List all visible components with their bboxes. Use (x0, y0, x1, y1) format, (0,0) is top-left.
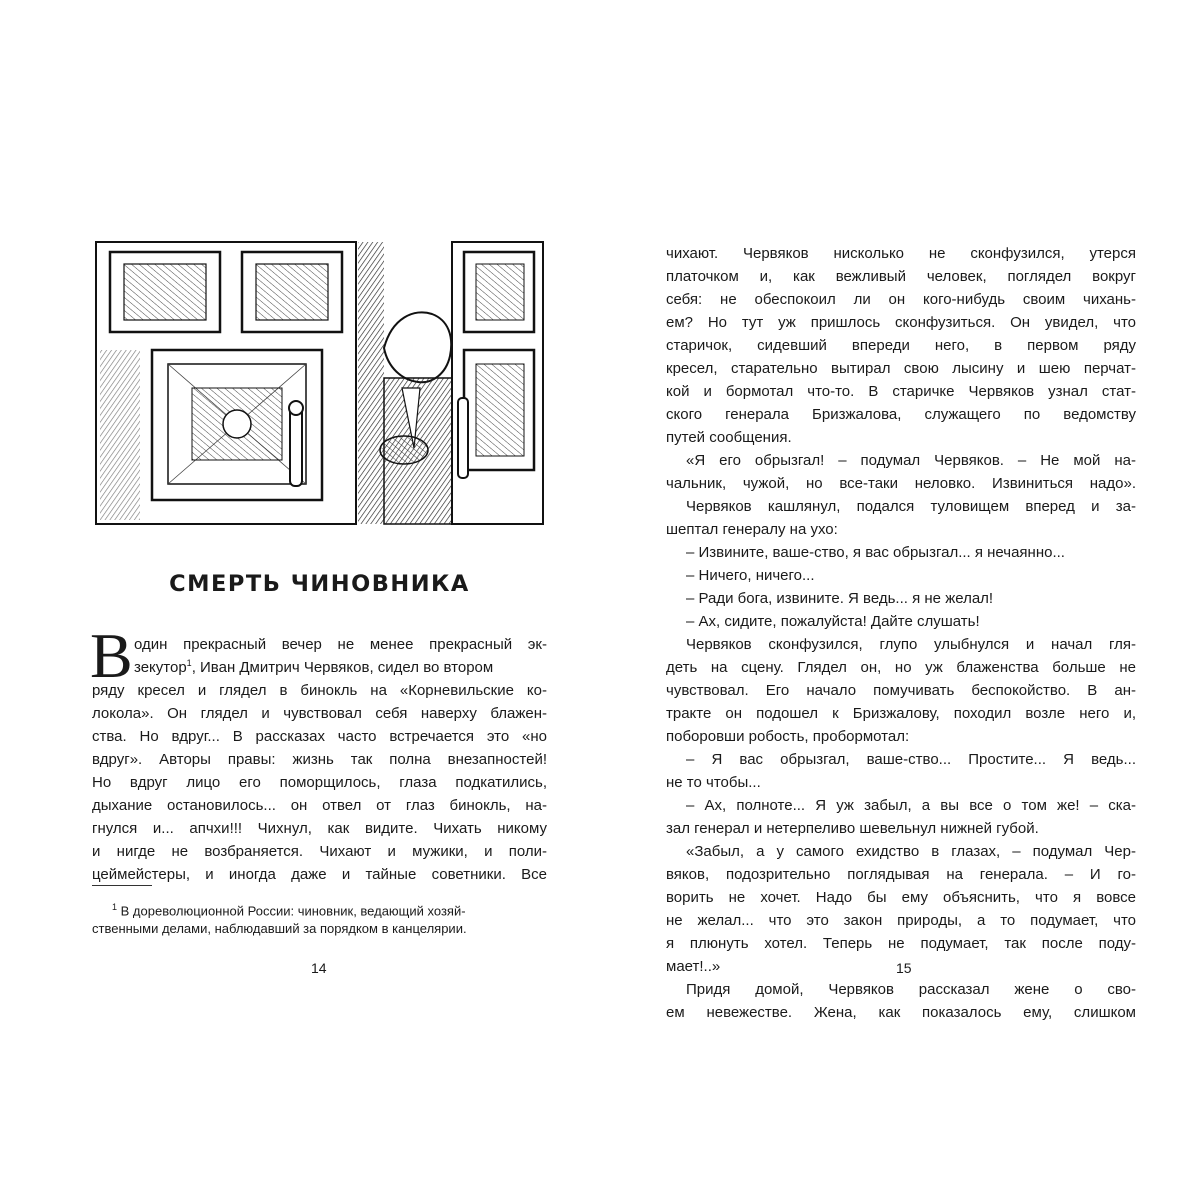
text-line: тракте он подошел к Бризжалову, походил возле него и, (666, 705, 1136, 722)
text-line: дыхание остановилось... он отвел от глаз бинокль, на- (92, 797, 547, 814)
text-line: вяков, подозрительно поглядывая на генерала. – И го- (666, 866, 1136, 883)
right-page-body-text (666, 242, 1136, 1024)
text-line: путей сообщения. (666, 429, 792, 446)
official-peeking-door-drawing (92, 238, 547, 528)
text-line: – Ничего, ничего... (686, 567, 815, 584)
footnote-reference: 1 (186, 658, 192, 668)
text-line: «Забыл, а у самого ехидство в глазах, – подумал Чер- (686, 843, 1136, 860)
text-line: «Я его обрызгал! – подумал Червяков. – Не мой на- (686, 452, 1136, 469)
text-line: и нигде не возбраняется. Чихают и мужики, и поли- (92, 843, 547, 860)
text-line: поборовши робость, пробормотал: (666, 728, 910, 745)
text-line: – Я вас обрызгал, ваше-ство... Простите... Я ведь... (686, 751, 1136, 768)
text-line: цеймейстеры, и иногда даже и тайные советники. Все (92, 866, 547, 883)
footnote-marker: 1 (112, 902, 118, 912)
text-line: Червяков кашлянул, подался туловищем вперед и за- (686, 498, 1136, 515)
text-line: зекутор$^1$, Иван Дмитрич Червяков, сидел во втором (134, 658, 494, 676)
text-line: не то чтобы... (666, 774, 761, 791)
text-line: ем? Но тут уж пришлось сконфузиться. Он увидел, что (666, 314, 1136, 331)
text-line: гнулся и... апчхи!!! Чихнул, как видите. Чихать никому (92, 820, 547, 837)
text-line: кресел, старательно вытирал свою лысину и шею перчат- (666, 360, 1136, 377)
text-line: ского генерала Бризжалова, служащего по ведомству (666, 406, 1136, 423)
page-number-left: 14 (311, 960, 327, 976)
text-line: – Извините, ваше-ство, я вас обрызгал... я нечаянно... (686, 544, 1065, 561)
text-line: мает!..» (666, 958, 721, 975)
story-title: СМЕРТЬ ЧИНОВНИКА (169, 571, 470, 597)
text-line: не желал... что это закон природы, а то подумает, что (666, 912, 1136, 929)
text-line: локола». Он глядел и чувствовал себя наверху блажен- (92, 705, 547, 722)
drop-cap-letter: В (90, 620, 133, 691)
footnote-divider (92, 885, 152, 886)
left-page-body-text (90, 620, 547, 886)
text-line: Но вдруг лицо его поморщилось, глаза подкатились, (92, 774, 547, 791)
text-line: старичок, сидевший впереди него, в первом ряду (666, 337, 1136, 354)
text-line: вдруг». Авторы правы: жизнь так полна внезапностей! (92, 751, 547, 768)
text-line: ряду кресел и глядел в бинокль на «Корневильские ко- (92, 682, 547, 699)
text-line: – Ах, сидите, пожалуйста! Дайте слушать! (686, 613, 980, 630)
text-line: деть на сцену. Глядел он, но уж блаженства больше не (666, 659, 1136, 676)
text-line: ворить не хочет. Надо бы ему объяснить, что я вовсе (666, 889, 1136, 906)
text-line: зал генерал и нетерпеливо шевельнул нижней губой. (666, 820, 1039, 837)
text-line: ства. Но вдруг... В рассказах часто встречается это «но (92, 728, 547, 745)
text-line: чувствовал. Его начало помучивать беспокойство. В ан- (666, 682, 1136, 699)
footnote (92, 896, 547, 940)
door-illustration (92, 238, 547, 528)
text-line: я плюнуть хотел. Теперь не подумает, так после поду- (666, 935, 1136, 952)
text-line: чихают. Червяков нисколько не сконфузился, утерся (666, 245, 1136, 262)
footnote-line: $^1$ В дореволюционной России: чиновник, ведающий хозяй- (112, 902, 466, 919)
text-line: один прекрасный вечер не менее прекрасный эк- (134, 636, 547, 653)
text-line: платочком и, как вежливый человек, поглядел вокруг (666, 268, 1136, 285)
text-line: Червяков сконфузился, глупо улыбнулся и начал гля- (686, 636, 1136, 653)
text-line: – Ах, полноте... Я уж забыл, а вы все о том же! – ска- (686, 797, 1136, 814)
text-line: себя: не обеспокоил ли он кого-нибудь своим чихань- (666, 291, 1136, 308)
footnote-line: ственными делами, наблюдавший за порядком в канцелярии. (92, 921, 467, 936)
right-page (600, 0, 1200, 1200)
text-line: Придя домой, Червяков рассказал жене о сво- (686, 981, 1136, 998)
text-line: шептал генералу на ухо: (666, 521, 838, 538)
text-line: – Ради бога, извините. Я ведь... я не желал! (686, 590, 994, 607)
text-line: ем невежестве. Жена, как показалось ему, слишком (666, 1004, 1136, 1021)
text-line: кой и бормотал что-то. В старичке Червяков узнал стат- (666, 383, 1136, 400)
page-number-right: 15 (896, 960, 912, 976)
text-line: чальник, чужой, но все-таки неловко. Извиниться надо». (666, 475, 1136, 492)
